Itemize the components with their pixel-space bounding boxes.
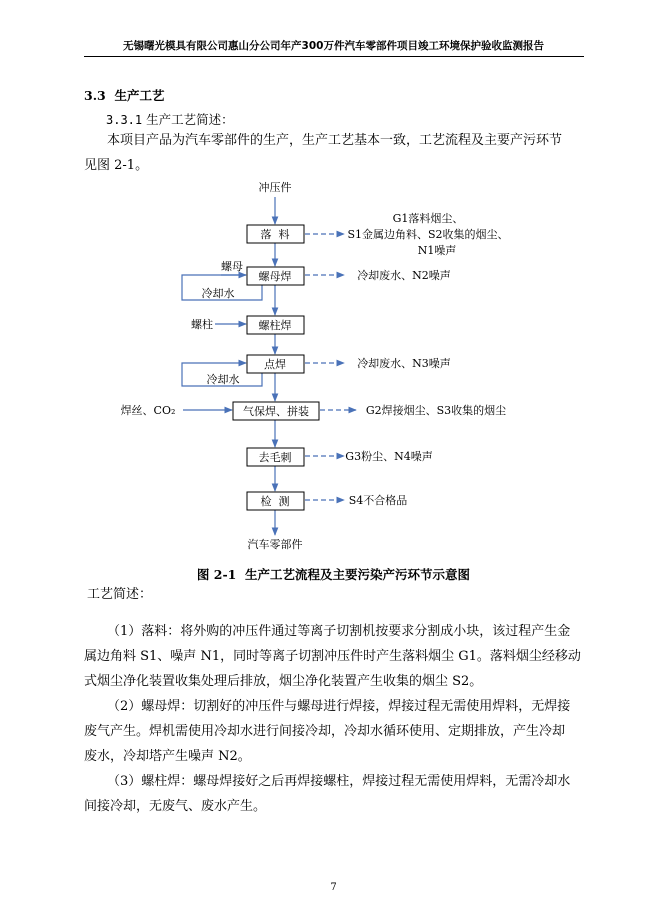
subsection-title-text: 生产工艺简述：	[146, 112, 234, 127]
pollutant-label: 冷却废水、N2噪声	[357, 269, 451, 282]
section-title-text: 生产工艺	[114, 88, 165, 103]
output-label: 汽车零部件	[247, 538, 303, 551]
step-label: 落 料	[260, 228, 290, 241]
report-header: 无锡曙光模具有限公司惠山分公司年产300万件汽车零部件项目竣工环境保护验收监测报告	[123, 40, 544, 52]
pollutant-label: G2焊接烟尘、S3收集的烟尘	[365, 404, 507, 417]
intro-line: 见图 2-1。	[84, 158, 149, 173]
cooling-water-label: 冷却水	[206, 373, 240, 386]
paragraph-line: 间接冷却，无废气、废水产生。	[84, 799, 267, 814]
weld-material-label: 焊丝、CO₂	[120, 404, 176, 417]
paragraph-blanking	[84, 619, 584, 694]
paragraph-stud-welding	[84, 769, 584, 819]
pollutant-label: S4不合格品	[348, 494, 408, 507]
process-label-text: 工艺简述：	[87, 587, 153, 602]
section-number: 3.3	[84, 88, 106, 103]
pollutant-label: N1噪声	[417, 244, 457, 257]
step-label: 点焊	[264, 358, 286, 371]
step-label: 螺柱焊	[258, 319, 292, 332]
step-label: 检 测	[260, 495, 290, 508]
input-label: 冲压件	[258, 181, 292, 194]
pollutant-label: G3粉尘、N4噪声	[345, 450, 433, 463]
intro-line: 本项目产品为汽车零部件的生产，生产工艺基本一致，工艺流程及主要产污环节	[107, 133, 563, 148]
paragraph-line: （3）螺柱焊：螺母焊接好之后再焊接螺柱，焊接过程无需使用焊料，无需冷却水	[107, 774, 571, 789]
paragraph-line: 废水，冷却塔产生噪声 N2。	[84, 749, 251, 764]
page-number: 7	[330, 882, 337, 893]
paragraph-line: 废气产生。焊机需使用冷却水进行间接冷却，冷却水循环使用、定期排放，产生冷却	[84, 724, 566, 739]
figure-caption: 图 2-1 生产工艺流程及主要污染产污环节示意图	[196, 567, 471, 582]
paragraph-line: 属边角料 S1、噪声 N1，同时等离子切割冲压件时产生落料烟尘 G1。落料烟尘经移动	[84, 649, 581, 664]
step-label: 气保焊、拼装	[243, 405, 309, 418]
process-label	[84, 582, 584, 607]
pollutant-label: G1落料烟尘、	[392, 212, 464, 225]
stud-label: 螺柱	[191, 318, 213, 331]
step-label: 去毛刺	[258, 451, 292, 464]
paragraph-line: 式烟尘净化装置收集处理后排放，烟尘净化装置产生收集的烟尘 S2。	[84, 674, 483, 689]
pollutant-label: S1金属边角料、S2收集的烟尘、	[347, 228, 509, 241]
paragraph-line: （2）螺母焊：切割好的冲压件与螺母进行焊接，焊接过程无需使用焊料，无焊接	[107, 699, 571, 714]
step-label: 螺母焊	[258, 270, 292, 283]
subsection-number: 3.3.1	[106, 113, 143, 127]
paragraph-nut-welding	[84, 694, 584, 769]
cooling-water-label: 冷却水	[201, 287, 235, 300]
pollutant-label: 冷却废水、N3噪声	[357, 357, 451, 370]
paragraph-line: （1）落料：将外购的冲压件通过等离子切割机按要求分割成小块，该过程产生金	[107, 624, 571, 639]
nut-label: 螺母	[221, 260, 243, 273]
